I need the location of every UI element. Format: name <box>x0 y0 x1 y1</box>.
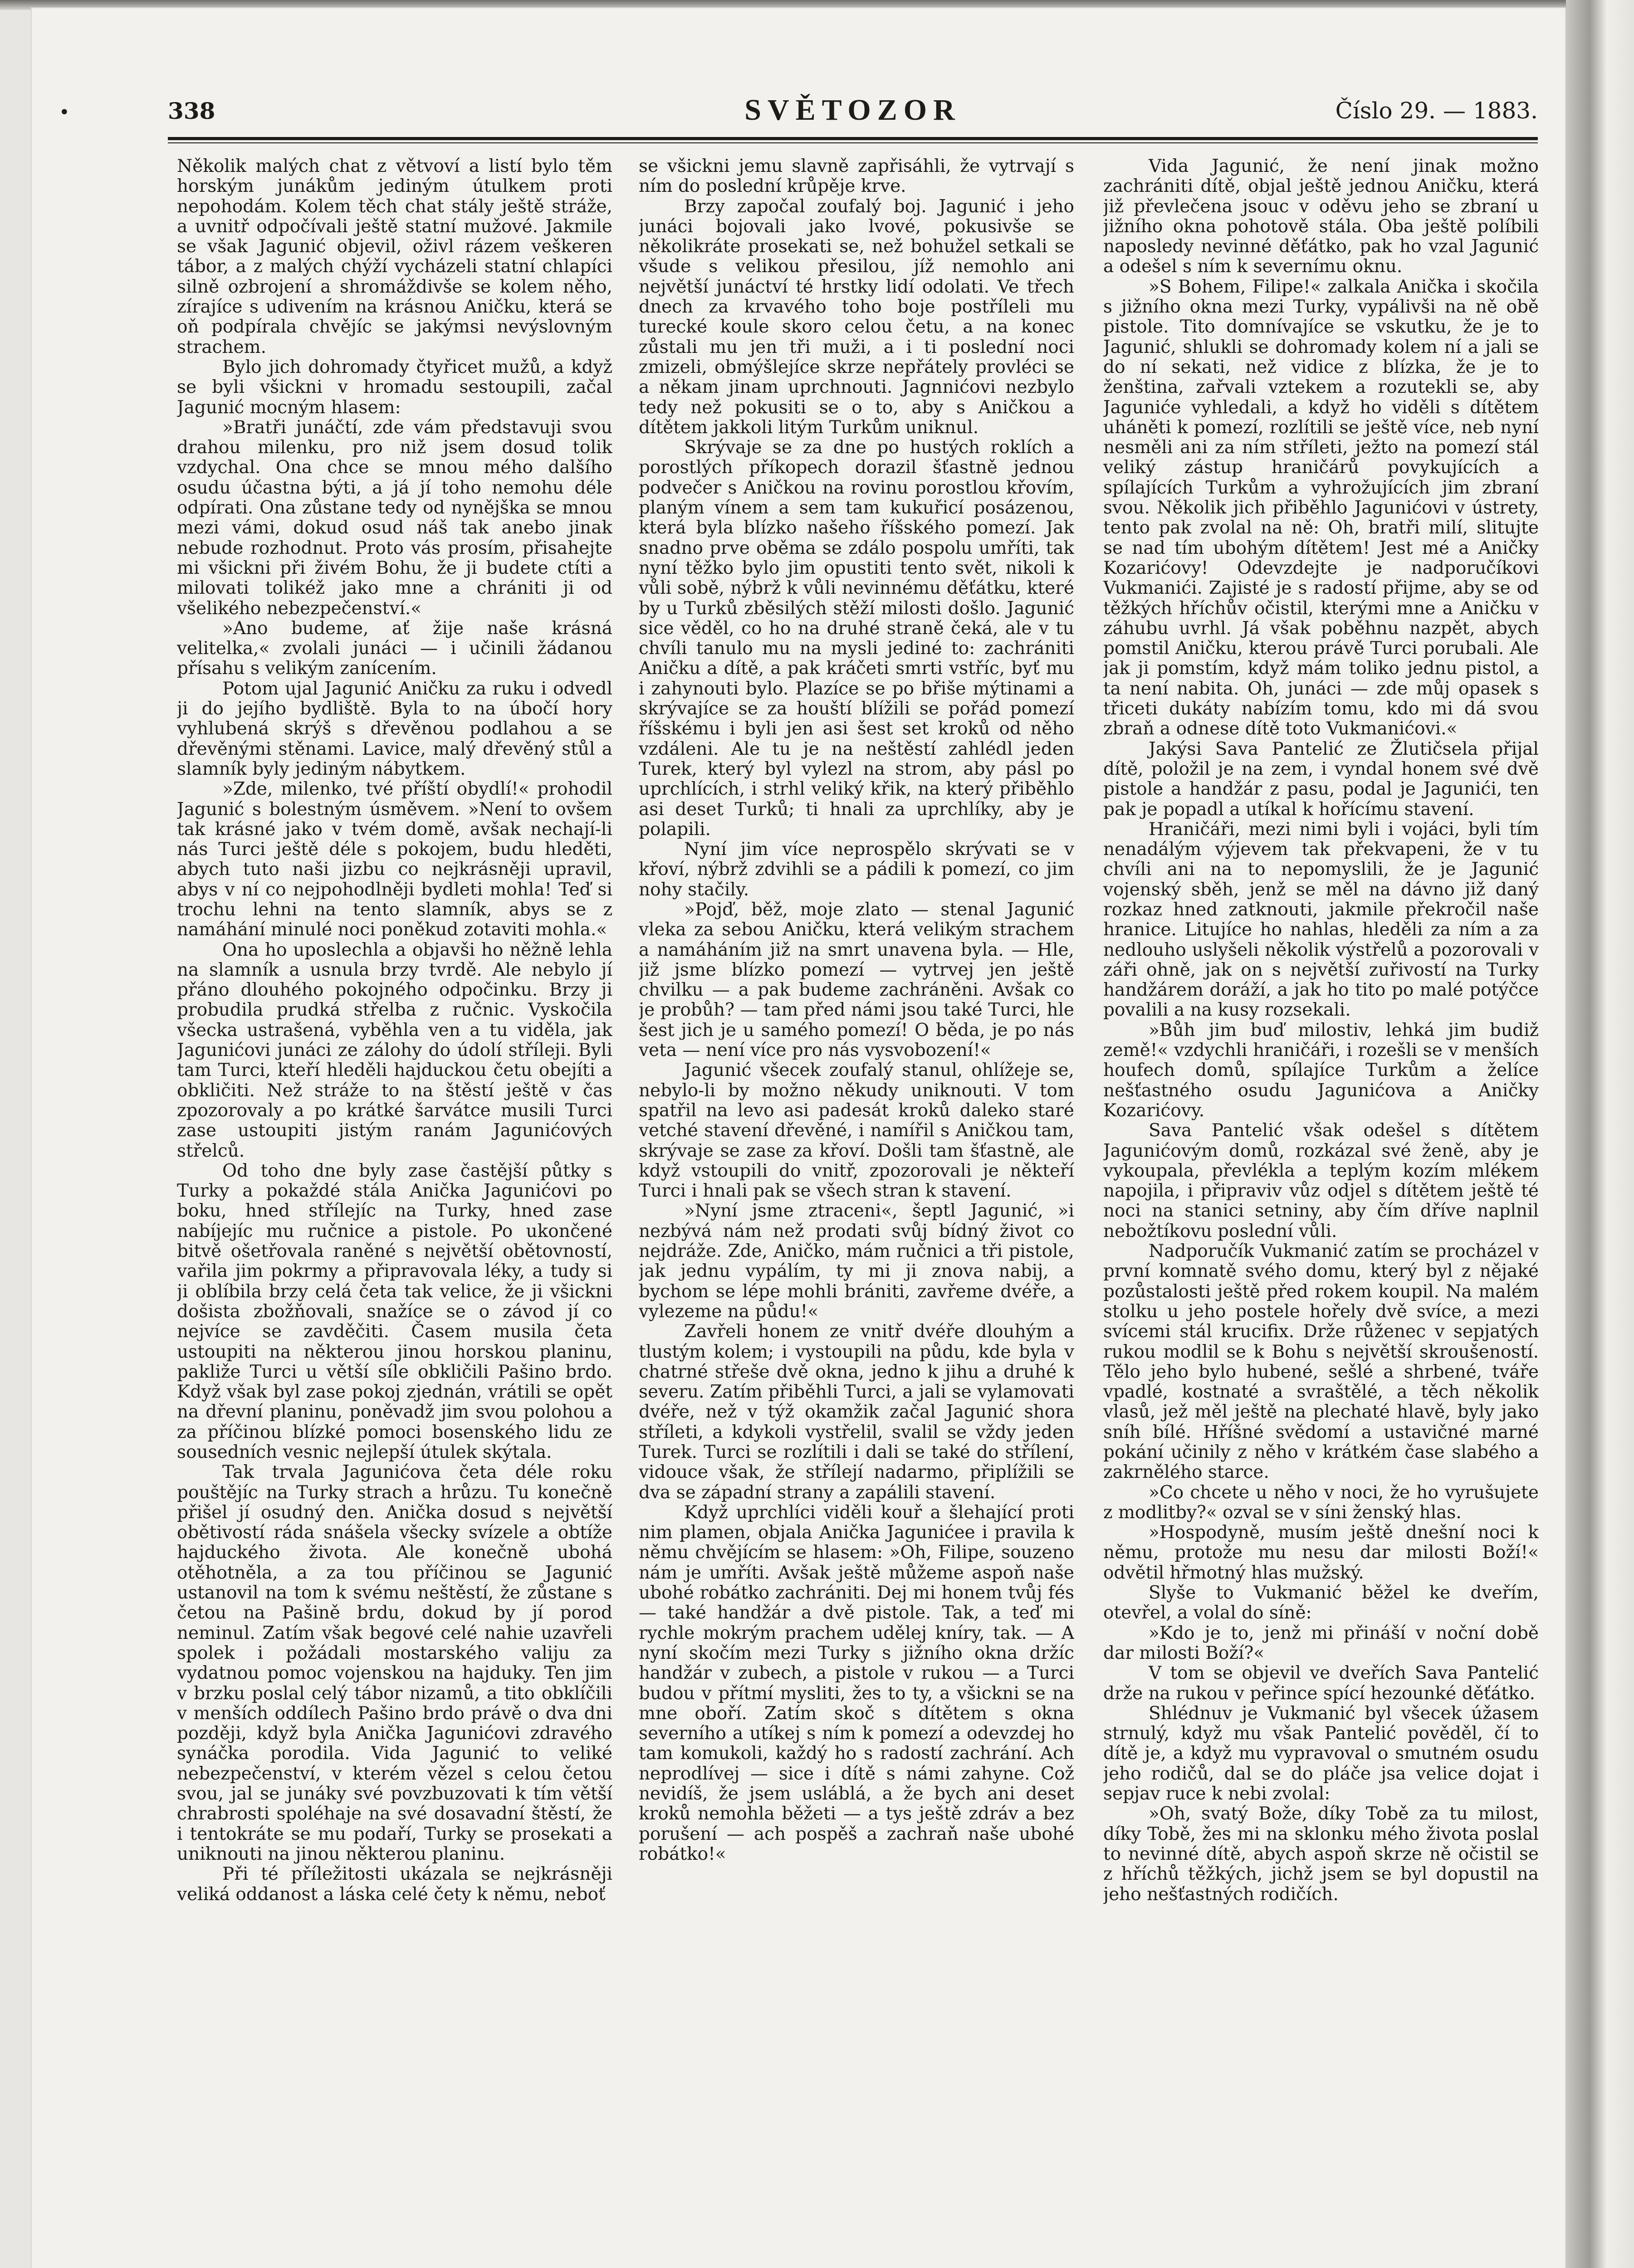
paragraph: Slyše to Vukmanić běžel ke dveřím, otevřel, a volal do síně: <box>1103 1583 1539 1623</box>
paragraph: »Zde, milenko, tvé příští obydlí!« prohodil Jagunić s bolestným úsměvem. »Není to ovšem tak krásné jako v tvém domě, avšak nechají-li nás Turci ještě déle s pokojem, budu hleděti, abych tuto naši jizbu co nejkrásněji upravil, abys v ní co nejpohodlněji bydleti mohla! Teď si trochu lehni na tento slamník, abys se z namáhání minulé noci poněkud zotaviti mohla.« <box>177 779 612 940</box>
paragraph: Ona ho uposlechla a objavši ho něžně lehla na slamník a usnula brzy tvrdě. Ale nebylo jí přáno dlouhého pokojného odpočinku. Brzy ji probudila prudká střelba z ručnic. Vyskočila všecka ustrašená, vyběhla ven a tu viděla, jak Jagunićovi junáci ze zálohy do údolí stříleji. Byli tam Turci, kteří hleděli hajduckou četu obejíti a obkličiti. Než stráže to na štěstí ještě v čas zpozorovaly a po krátké šarvátce musili Turci zase ustoupiti jistým ranám Jagunićových střelců. <box>177 939 612 1161</box>
paragraph: Nyní jim více neprospělo skrývati se v křoví, nýbrž zdvihli se a pádili k pomezí, co jim nohy stačily. <box>639 839 1074 900</box>
paragraph: »Pojď, běž, moje zlato — stenal Jagunić vleka za sebou Aničku, která velikým strachem a namáháním již na smrt unavena byla. — Hle, již jsme blízko pomezí — vytrvej jen ještě chvilku — a pak budeme zachráněni. Avšak co je probůh? — tam před námi jsou také Turci, hle šest jich je u samého pomezí! O běda, je po nás veta — není více pro nás vysvobození!« <box>639 899 1074 1061</box>
text-column-3 <box>1103 156 1539 2266</box>
paragraph: Skrývaje se za dne po hustých roklích a porostlých příkopech dorazil šťastně jednou podvečer s Aničkou na rovinu porostlou křovím, planým vínem a sem tam kukuřicí posázenou, která byla blízko našeho říšského pomezí. Jak snadno prve oběma se zdálo pospolu umříti, tak nyní těžko bylo jim opustiti tento svět, nikoli k vůli sobě, nýbrž k vůli nevinnému děťátku, které by u Turků zběsilých stěží milosti došlo. Jagunić sice věděl, co ho na druhé straně čeká, ale v tu chvíli tanulo mu na mysli jediné to: zachrániti Aničku a dítě, a pak kráčeti smrti vstříc, byť mu i zahynouti bylo. Plazíce se po břiše mýtinami a skrývajíce se za houští blížili se pořád pomezí říšskému i byli jen asi šest set kroků od něho vzdáleni. Ale tu je na neštěstí zahlédl jeden Turek, který byl vylezl na strom, aby pásl po uprchlících, i strhl veliký křik, na který přiběhlo asi deset Turků; ti hnali za uprchlíky, aby je polapili. <box>639 437 1074 840</box>
scan-right-edge <box>1566 0 1634 2268</box>
paragraph: Vida Jagunić, že není jinak možno zachrániti dítě, objal ještě jednou Aničku, která již převlečena jsouc v oděvu jeho se zbraní u jižního okna pohotově stála. Oba ještě políbili naposledy nevinné děťátko, pak ho vzal Jagunić a odešel s ním k severnímu oknu. <box>1103 156 1539 277</box>
paragraph: »Co chcete u něho v noci, že ho vyrušujete z modlitby?« ozval se v síni ženský hlas. <box>1103 1482 1539 1523</box>
paragraph: »Hospodyně, musím ještě dnešní noci k němu, protože mu nesu dar milosti Boží!« odvětil hřmotný hlas mužský. <box>1103 1522 1539 1583</box>
paragraph: Několik malých chat z větvoví a listí bylo těm horským junákům jediným útulkem proti nepohodám. Kolem těch chat stály ještě stráže, a uvnitř odpočívali ještě statní mužové. Jakmile se však Jagunić objevil, oživl rázem veškeren tábor, a z malých chýží vycházeli statní chlapíci silně ozbrojení a shromáždivše se kolem něho, zírajíce s udivením na krásnou Aničku, která se oň podpírala chvějíc se jakýmsi nevýslovným strachem. <box>177 156 612 357</box>
text-column-1 <box>177 156 612 2266</box>
paragraph: Jakýsi Sava Pantelić ze Žlutičsela přijal dítě, položil je na zem, i vyndal honem své dvě pistole a handžár z pasu, podal je Jagunići, ten pak je popadl a utíkal k hořícímu stavení. <box>1103 738 1539 820</box>
paragraph: Tak trvala Jagunićova četa déle roku pouštějíc na Turky strach a hrůzu. Tu konečně přišel jí osudný den. Anička dosud s největší obětivostí ráda snášela všecky svízele a obtíže hajduckého života. Ale konečně ubohá otěhotněla, a za tou příčinou se Jagunić ustanovil na tom k svému neštěstí, že zůstane s četou na Pašině brdu, dokud by jí porod neminul. Zatím však begové celé nahie uzavřeli spolek i požádali mostarského valiju za vydatnou pomoc vojenskou na hajduky. Ten jim v brzku poslal celý tábor nizamů, a tito obklíčili v menších oddílech Pašino brdo právě o dva dni později, když byla Anička Jagunićovi zdravého synáčka porodila. Vida Jagunić to veliké nebezpečenství, v kterém vězel s celou četou svou, jal se junáky své povzbuzovati k tím větší chrabrosti spoléhaje na své dosavadní štěstí, že i tentokráte se mu podaří, Turky se prosekati a uniknouti na jinou některou planinu. <box>177 1462 612 1864</box>
paragraph: »S Bohem, Filipe!« zalkala Anička i skočila s jižního okna mezi Turky, vypálivši na ně obě pistole. Tito domnívajíce se vskutku, že je to Jagunić, shlukli se dohromady kolem ní a jali se do ní sekati, než vidice z blízka, že je to ženština, zařvali vztekem a rozutekli se, aby Jagunićе vyhledali, a když ho viděli s dítětem uháněti k pomezí, rozlítili se ještě více, neb nyní nesměli ani za ním stříleti, ježto na pomezí stál veliký zástup hraničárů povykujících a spílajících Turkům a vyhrožujících jim zbraní svou. Několik jich přiběhlo Jagunićovi v ústrety, tento pak zvolal na ně: Oh, bratři milí, slitujte se nad tím ubohým dítětem! Jest mé a Aničky Kozarićovy! Odevzdejte je nadporučíkovi Vukmanići. Zajisté je s radostí přijme, aby se od těžkých hříchův očistil, kterými mne a Aničku v záhubu uvrhl. Já však poběhnu nazpět, abych pomstil Aničku, kterou právě Turci porubali. Ale jak ji pomstím, když mám toliko jednu pistol, a ta není nabita. Oh, junáci — zde můj opasek s třiceti dukáty nabízím tomu, kdo mi dá svou zbraň a odnese dítě toto Vukmanićovi.« <box>1103 276 1539 739</box>
paragraph: Brzy započal zoufalý boj. Jagunić i jeho junáci bojovali jako lvové, pokusivše se několikráte prosekati se, než bohužel setkali se všude s velikou přesilou, jíž nemohlo ani největší junáctví té hrstky lidí odolati. Ve třech dnech za krvavého toho boje postříleli mu turecké koule skoro celou četu, a na konec zůstali mu jen tři muži, a i ti poslední noci zmizeli, obmýšlejíce skrze nepřátely provléci se a někam jinam uprchnouti. Jagnnićovi nezbylo tedy než pokusiti se o to, aby s Aničkou a dítětem jakkoli litým Turkům uniknul. <box>639 196 1074 438</box>
margin-dot: • <box>59 102 70 123</box>
page-number: 338 <box>168 98 215 124</box>
paragraph: se všickni jemu slavně zapřisáhli, že vytrvají s ním do poslední krůpěje krve. <box>639 156 1074 197</box>
paragraph: »Oh, svatý Bože, díky Tobě za tu milost, díky Tobě, žes mi na sklonku mého života poslal to nevinné dítě, abych aspoň skrze ně očistil se z hříchů těžkých, jichž jsem se byl dopustil na jeho nešťastných rodičích. <box>1103 1804 1539 1905</box>
paragraph: »Kdo je to, jenž mi přináší v noční době dar milosti Boží?« <box>1103 1623 1539 1663</box>
paragraph: Od toho dne byly zase častější půtky s Turky a pokaždé stála Anička Jagunićovi po boku, hned střílejíc na Turky, hned zase nabíjejíc mu ručnice a pistole. Po ukončené bitvě ošetřovala raněné s největší obětovností, vařila jim pokrmy a připravovala léky, a tudy si ji oblíbila brzy celá četa tak velice, že ji všickni došista zbožňovali, snažíce se o závod jí co nejvíce se zavděčiti. Časem musila četa ustoupiti na některou jinou horskou planinu, pakliže Turci u větší síle obkličili Pašino brdo. Když však byl zase pokoj zjednán, vrátili se opět na dřevní planinu, poněvadž jim svou polohou a za příčinou blízké pomoci bosenského lidu ze sousedních vesnic nejlepší útulek skýtala. <box>177 1160 612 1462</box>
paragraph: Hraničáři, mezi nimi byli i vojáci, byli tím nenadálým výjevem tak překvapeni, že v tu chvíli ani na to nepomyslili, že je Jagunić vojenský sběh, jenž se měl na dávno již daný rozkaz hned zatknouti, jakmile překročil naše hranice. Litujíce ho nahlas, hleděli za ním a za nedlouho uslyšeli několik výstřelů a pozorovali v záři ohně, jak on s největší zuřivostí na Turky handžárem doráží, a jak ho tito po malé potýčce povalili a na kusy rozsekali. <box>1103 819 1539 1021</box>
paragraph: Jagunić všecek zoufalý stanul, ohlížeje se, nebylo-li by možno někudy uniknouti. V tom spatřil na levo asi padesát kroků daleko staré vetché stavení dřevěné, i namířil s Aničkou tam, skrývaje se zase za křoví. Došli tam šťastně, ale když vstoupili do vnitř, zpozorovali je někteří Turci i hnali pak se všech stran k stavení. <box>639 1060 1074 1202</box>
paragraph: Zavřeli honem ze vnitř dvéře dlouhým a tlustým kolem; i vystoupili na půdu, kde byla v chatrné střeše dvě okna, jedno k jihu a druhé k severu. Zatím přiběhli Turci, a jali se vylamovati dvéře, než v týž okamžik začal Jagunić shora stříleti, a kdykoli vystřelil, svalil se vždy jeden Turek. Turci se rozlítili i dali se také do střílení, vidouce však, že střílejí nadarmo, připlížili se dva se západní strany a zapálili stavení. <box>639 1321 1074 1503</box>
paragraph: Nadporučík Vukmanić zatím se procházel v první komnatě svého domu, který byl z nějaké pozůstalosti ještě před rokem koupil. Na malém stolku u jeho postele hořely dvě svíce, a mezi svícemi stál krucifix. Drže růženec v sepjatých rukou modlil se k Bohu s největší skroušeností. Tělo jeho bylo hubené, sešlé a shrbené, tváře vpadlé, kostnaté a svraštělé, a těch několik vlasů, jež měl ještě na plechaté hlavě, byly jako sníh bílé. Hříšné svědomí a ustavičné marné pokání učinily z něho v krátkém čase slabého a zakrnělého starce. <box>1103 1241 1539 1483</box>
paragraph: V tom se objevil ve dveřích Sava Pantelić drže na rukou v peřince spící hezounké děťátko. <box>1103 1663 1539 1704</box>
paragraph: »Nyní jsme ztraceni«, šeptl Jagunić, »i nezbývá nám než prodati svůj bídný život co nejdráže. Zde, Aničko, mám ručnici a tři pistole, jak jednu vypálím, ty mi ji znova nabij, a bychom se lépe mohli brániti, zavřeme dvéře, a vylezeme na půdu!« <box>639 1201 1074 1322</box>
header-rule-thin <box>168 142 1538 143</box>
text-column-2 <box>639 156 1074 2266</box>
paragraph: »Ano budeme, ať žije naše krásná velitelka,« zvolali junáci — i učinili žádanou přísahu s velikým zanícením. <box>177 618 612 679</box>
paragraph: Sava Pantelić však odešel s dítětem Jagunićovým domů, rozkázal své ženě, aby je vykoupala, převlékla a teplým kozím mlékem napojila, i připraviv vůz odjel s dítětem ještě té noci na stanici setniny, aby čím dříve naplnil nebožtíkovu poslední vůli. <box>1103 1120 1539 1242</box>
issue-label: Číslo 29. — 1883. <box>1335 98 1538 124</box>
header-rule <box>168 137 1538 140</box>
paragraph: Potom ujal Jagunić Aničku za ruku i odvedl ji do jejího bydliště. Byla to na úbočí hory vyhlubená skrýš s dřevěnou podlahou a se dřevěnými stěnami. Lavice, malý dřevěný stůl a slamník byly jediným nábytkem. <box>177 678 612 779</box>
paragraph: Když uprchlíci viděli kouř a šlehající proti nim plamen, objala Anička Jagunićeе i pravila k němu chvějícím se hlasem: »Oh, Filipe, souzeno nám je umříti. Avšak ještě můžeme aspoň naše ubohé robátko zachrániti. Dej mi honem tvůj fés — také handžár a dvě pistole. Tak, a teď mi rychle mokrým prachem udělej kníry, tak. — A nyní skočím mezi Turky s jižního okna držíc handžár v zubech, a pistole v rukou — a Turci budou v přítmí mysliti, žes to ty, a všickni se na mne oboří. Zatím skoč s dítětem s okna severního a utíkej s ním k pomezí a odevzdej ho tam komukoli, každý ho s radostí zachrání. Ach neprodlívej — sice i dítě s námi zahyne. Což nevidíš, že jsem usláblá, a že bych ani deset kroků nemohla běžeti — a tys ještě zdráv a bez porušení — ach pospěš a zachraň naše ubohé robátko!« <box>639 1502 1074 1864</box>
paragraph: »Bratři junáčtí, zde vám představuji svou drahou milenku, pro niž jsem dosud tolik vzdychal. Ona chce se mnou mého dalšího osudu účastna býti, a já jí toho nemohu déle odpírati. Ona zůstane tedy od nynějška se mnou mezi vámi, dokud osud náš tak anebo jinak nebude rozhodnut. Proto vás prosím, přisahejte mi všickni při živém Bohu, že ji budete ctíti a milovati tolikéž jako mne a chrániti ji od všelikého nebezpečenství.« <box>177 417 612 619</box>
paragraph: »Bůh jim buď milostiv, lehká jim budiž země!« vzdychli hraničáři, i rozešli se v menších houfech domů, spílajíce Turkům a želíce nešťastného osudu Jagunićova a Aničky Kozarićovy. <box>1103 1020 1539 1121</box>
page-header <box>168 93 1538 134</box>
paragraph: Při té příležitosti ukázala se nejkrásněji veliká oddanost a láska celé čety k němu, neboť <box>177 1864 612 1905</box>
paragraph: Bylo jich dohromady čtyřicet mužů, a když se byli všickni v hromadu sestoupili, začal Jagunić mocným hlasem: <box>177 357 612 418</box>
masthead-title: SVĚTOZOR <box>744 93 961 127</box>
paragraph: Shlédnuv je Vukmanić byl všecek úžasem strnulý, když mu však Pantelić pověděl, čí to dítě je, a když mu vypravoval o smutném osudu jeho rodičů, dal se do pláče jsa velice dojat i sepjav ruce k nebi zvolal: <box>1103 1703 1539 1804</box>
